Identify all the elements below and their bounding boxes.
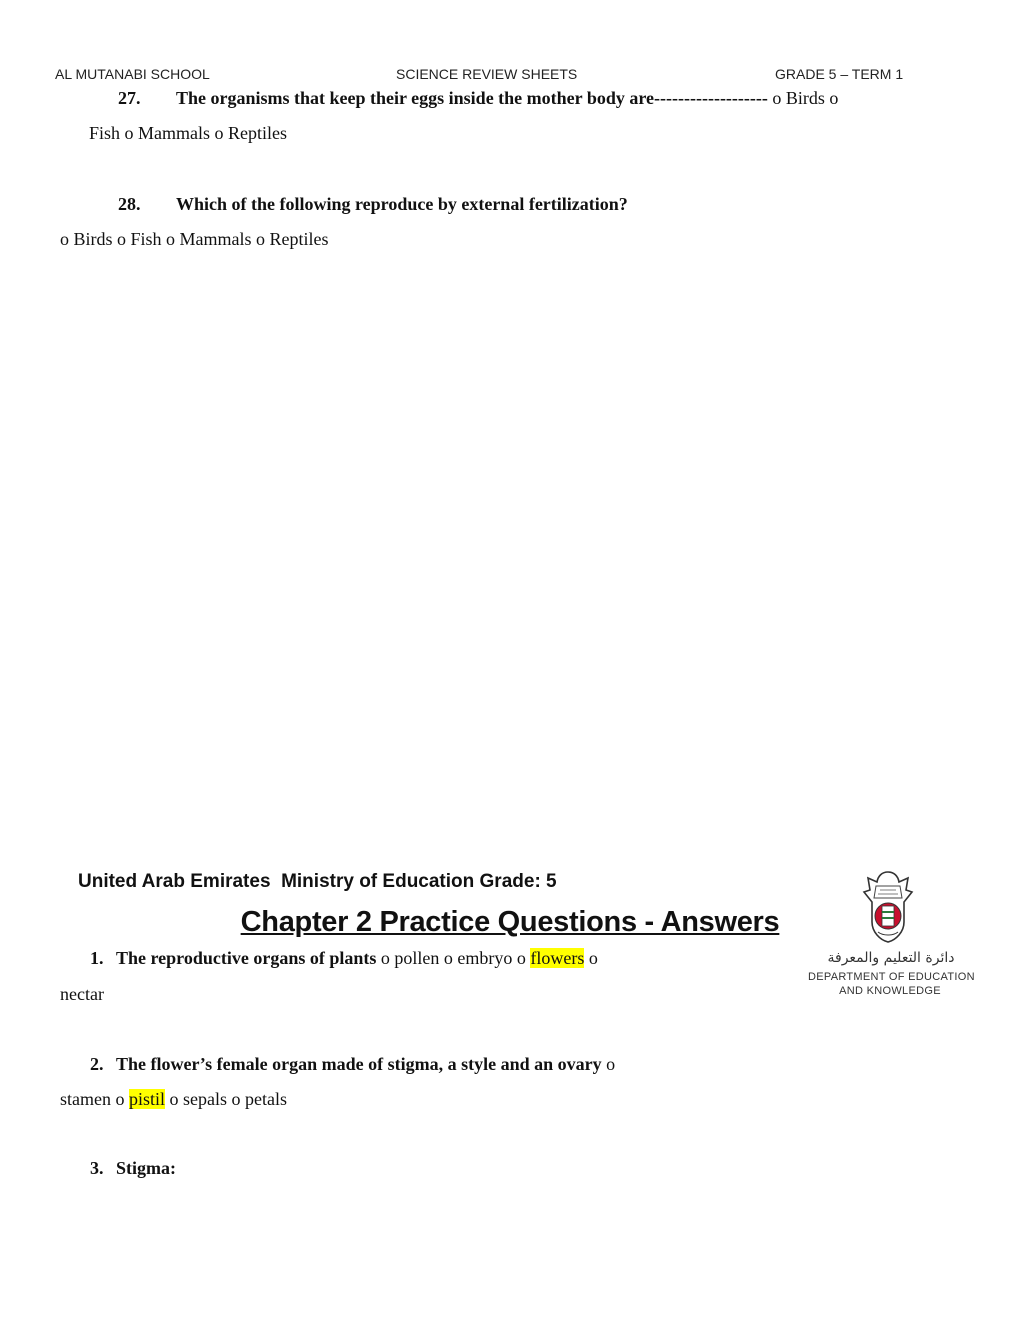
question-28 (118, 194, 628, 215)
section-heading (78, 871, 557, 893)
question-2-options-post: o (606, 1054, 616, 1074)
section-country: United Arab Emirates (78, 871, 271, 892)
question-2-answer: pistil (129, 1089, 166, 1109)
page-title: Chapter 2 Practice Questions - Answers (240, 906, 780, 938)
question-2-options-pre: stamen o (60, 1089, 125, 1109)
question-27 (118, 88, 838, 109)
question-28-number: 28. (118, 194, 141, 214)
question-2-options-rest: o sepals o petals (169, 1089, 287, 1109)
question-2 (90, 1054, 615, 1075)
question-3 (90, 1158, 176, 1179)
falcon-emblem-icon (864, 872, 912, 942)
logo-dept-line2: AND KNOWLEDGE (839, 985, 941, 997)
uae-emblem-logo (858, 868, 918, 946)
question-1-options-cont: nectar (60, 984, 104, 1004)
question-27-options-line1: o Birds o (772, 88, 839, 108)
question-28-options: o Birds o Fish o Mammals o Reptiles (60, 229, 329, 249)
question-27-options-line2: Fish o Mammals o Reptiles (89, 123, 287, 143)
logo-arabic-text: دائرة التعليم والمعرفة (827, 950, 955, 966)
logo-dept-line1: DEPARTMENT OF EDUCATION (808, 971, 975, 983)
question-28-text: Which of the following reproduce by external fertilization? (176, 194, 628, 214)
header-grade-term: GRADE 5 – TERM 1 (775, 66, 904, 82)
question-1-text: The reproductive organs of plants (116, 948, 377, 968)
question-1-options-post: o (588, 948, 598, 968)
question-1 (90, 948, 598, 969)
header-school: AL MUTANABI SCHOOL (55, 66, 210, 82)
question-1-answer: flowers (530, 948, 585, 968)
question-3-text: Stigma: (116, 1158, 176, 1178)
question-27-text: The organisms that keep their eggs inside the mother body are------------------- (176, 88, 768, 108)
section-ministry-grade: Ministry of Education Grade: 5 (281, 871, 557, 892)
question-2-options-cont (60, 1089, 287, 1110)
question-2-text: The flower’s female organ made of stigma, a style and an ovary (116, 1054, 602, 1074)
question-1-number: 1. (90, 948, 104, 968)
header-subject: SCIENCE REVIEW SHEETS (396, 66, 578, 82)
question-2-number: 2. (90, 1054, 104, 1074)
question-3-number: 3. (90, 1158, 104, 1178)
question-1-options: o pollen o embryo o (380, 948, 526, 968)
question-27-number: 27. (118, 88, 141, 108)
